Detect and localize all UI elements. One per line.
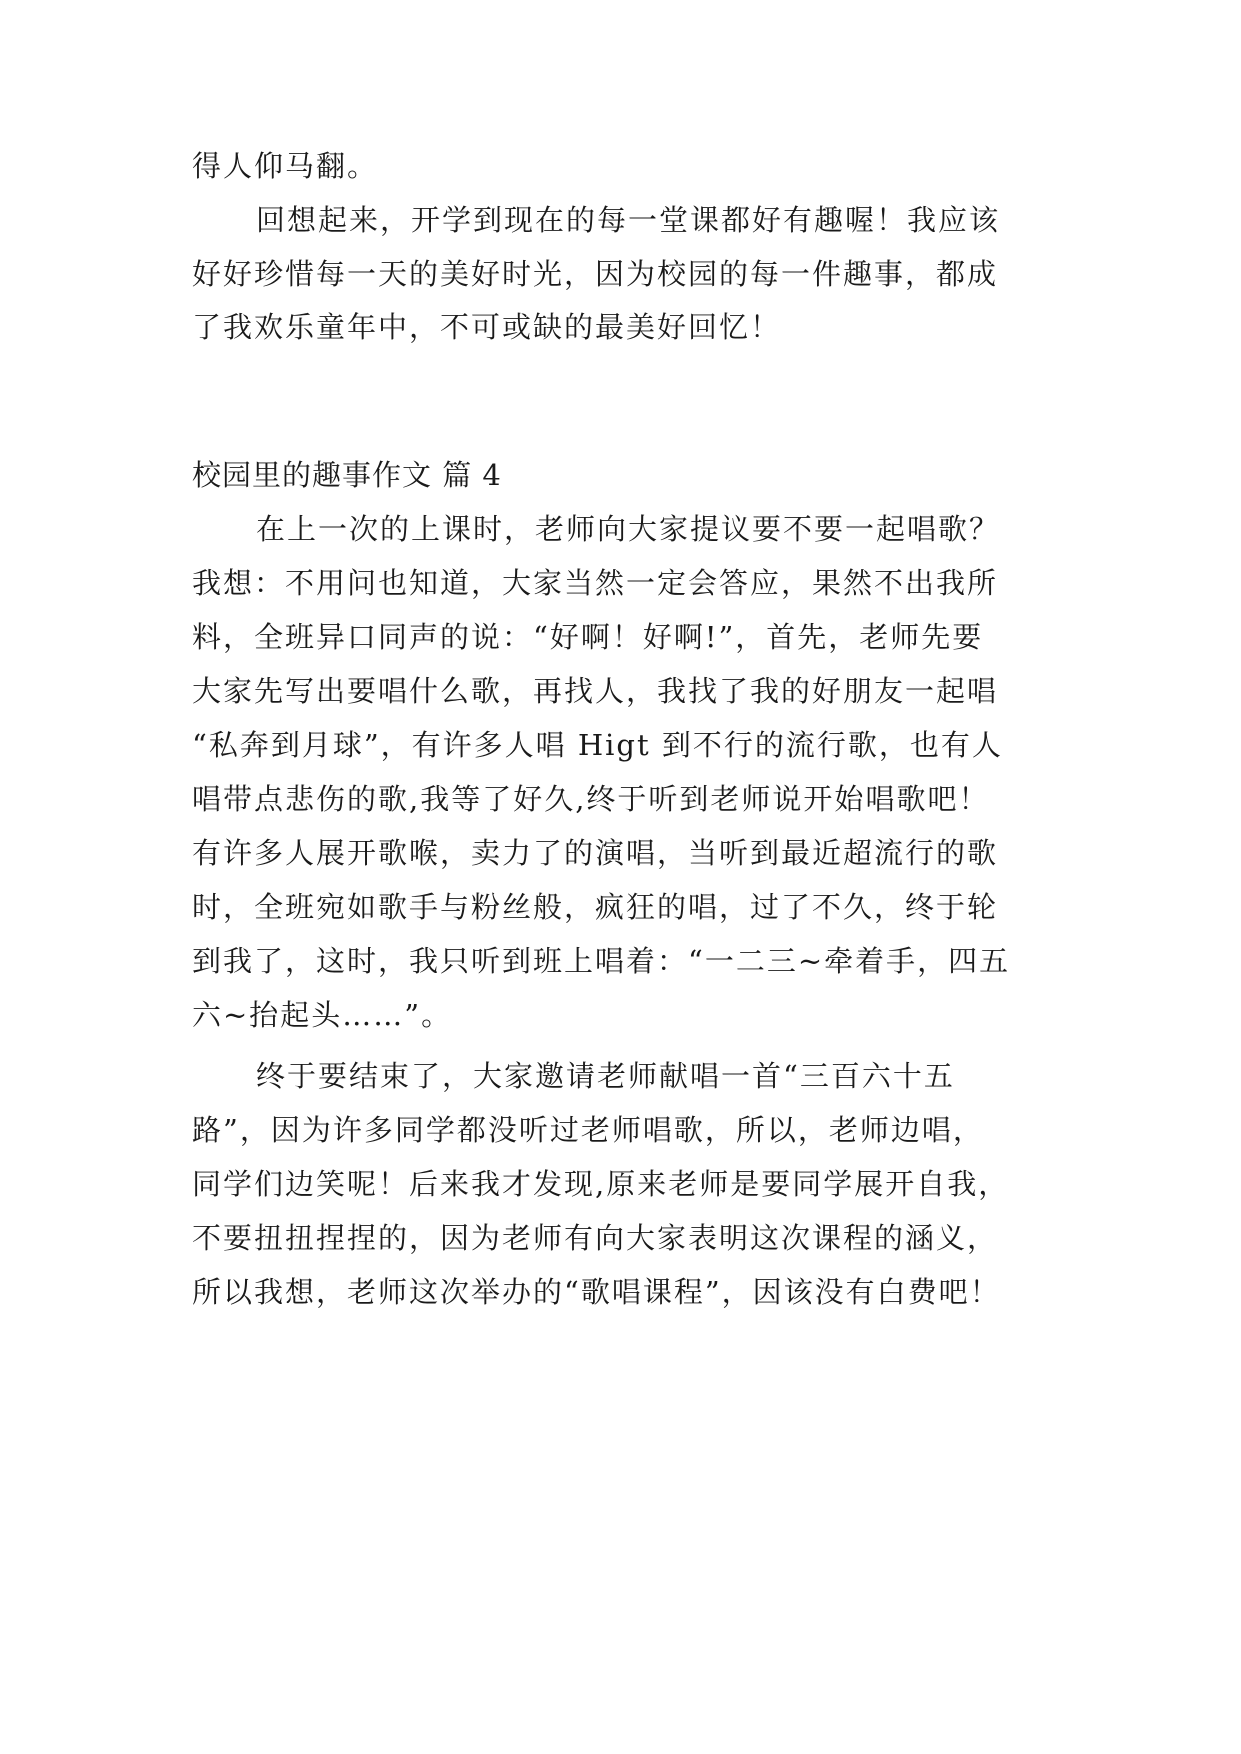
paragraph1-line-5: “私奔到月球”，有许多人唱 Higt 到不行的流行歌，也有人 — [192, 728, 1003, 762]
paragraph2-line-3: 同学们边笑呢！后来我才发现,原来老师是要同学展开自我， — [192, 1167, 1010, 1201]
paragraph2-line-4: 不要扭扭捏捏的，因为老师有向大家表明这次课程的涵义， — [192, 1221, 999, 1255]
paragraph1-line-6: 唱带点悲伤的歌,我等了好久,终于听到老师说开始唱歌吧！ — [192, 782, 990, 816]
section-title: 校园里的趣事作文 篇 4 — [192, 458, 502, 492]
paragraph1-line-1: 在上一次的上课时，老师向大家提议要不要一起唱歌？ — [256, 512, 1001, 546]
paragraph1-line-9: 到我了，这时，我只听到班上唱着：“一二三~牵着手，四五 — [192, 944, 1011, 978]
intro-line-1: 得人仰马翻。 — [192, 149, 379, 183]
paragraph1-line-10: 六~抬起头……”。 — [192, 998, 453, 1032]
paragraph1-line-8: 时，全班宛如歌手与粉丝般，疯狂的唱，过了不久，终于轮 — [192, 890, 999, 924]
paragraph1-line-3: 料，全班异口同声的说：“好啊！好啊!”，首先，老师先要 — [192, 620, 984, 654]
paragraph1-line-7: 有许多人展开歌喉，卖力了的演唱，当听到最近超流行的歌 — [192, 836, 999, 870]
paragraph1-line-2: 我想：不用问也知道，大家当然一定会答应，果然不出我所 — [192, 566, 999, 600]
paragraph2-line-1: 终于要结束了，大家邀请老师献唱一首“三百六十五 — [256, 1059, 955, 1093]
paragraph2-line-5: 所以我想，老师这次举办的“歌唱课程”，因该没有白费吧！ — [192, 1275, 1001, 1309]
intro-line-3: 好好珍惜每一天的美好时光，因为校园的每一件趣事，都成 — [192, 257, 999, 291]
paragraph2-line-2: 路”，因为许多同学都没听过老师唱歌，所以，老师边唱， — [192, 1113, 984, 1147]
intro-line-4: 了我欢乐童年中，不可或缺的最美好回忆！ — [192, 310, 782, 344]
paragraph1-line-4: 大家先写出要唱什么歌，再找人，我找了我的好朋友一起唱 — [192, 674, 999, 708]
intro-line-2: 回想起来，开学到现在的每一堂课都好有趣喔！我应该 — [256, 203, 1001, 237]
